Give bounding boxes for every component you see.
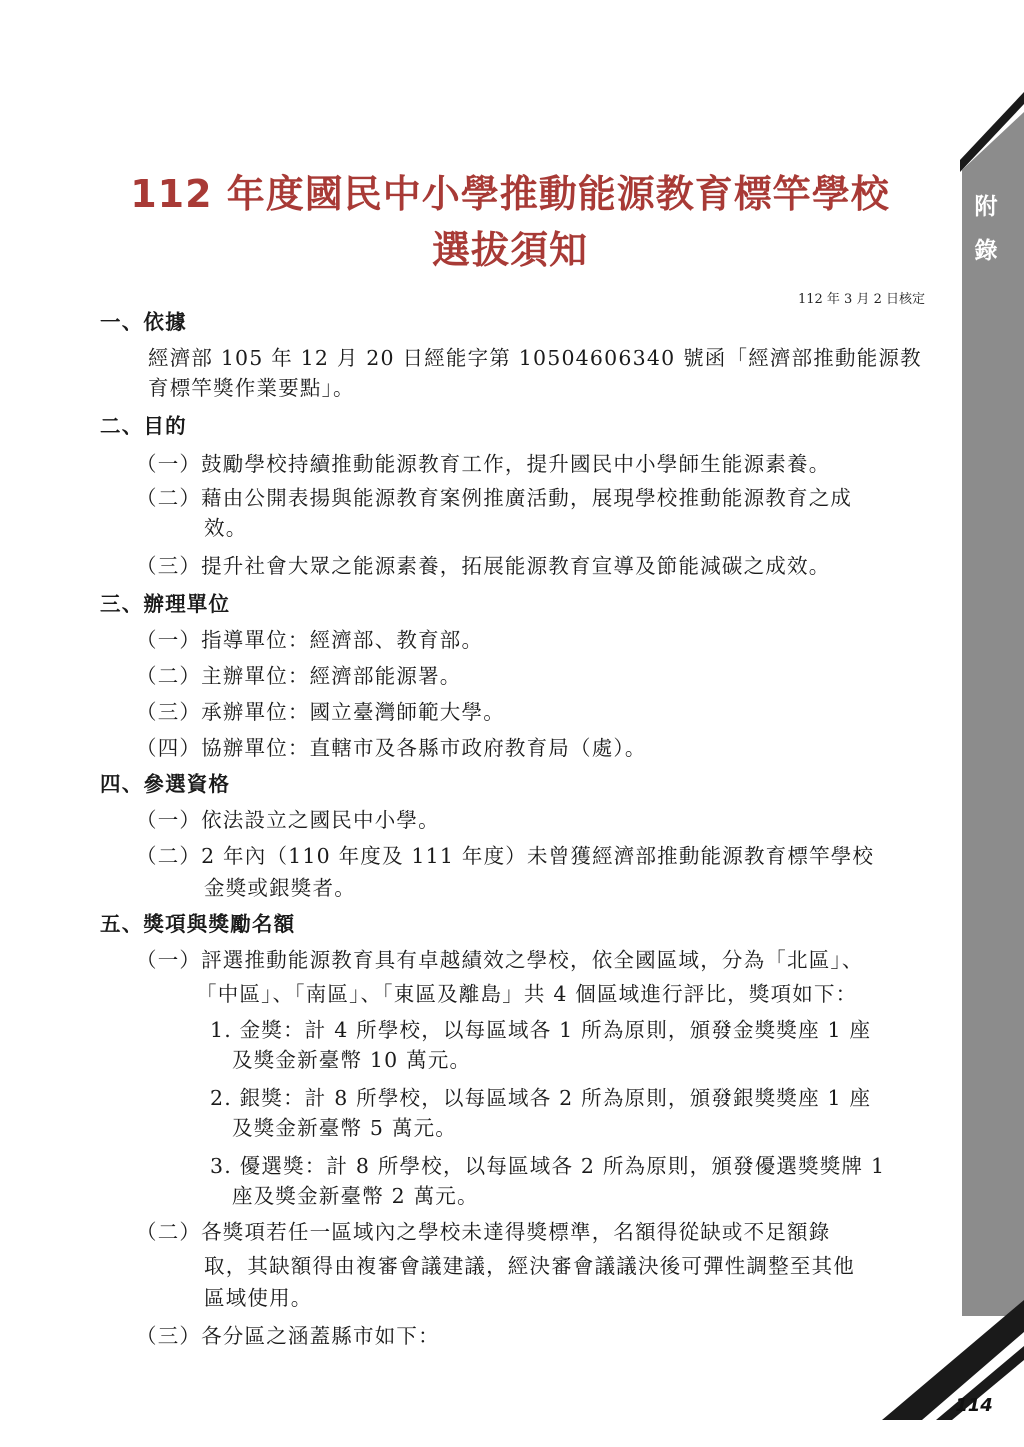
list-item: （三）承辦單位：國立臺灣師範大學。	[136, 700, 505, 724]
section-heading: 一、依據	[100, 310, 187, 334]
section-heading: 四、參選資格	[100, 772, 231, 796]
approved-date: 112 年 3 月 2 日核定	[797, 292, 925, 307]
award-item-continuation: 及獎金新臺幣 5 萬元。	[232, 1116, 457, 1140]
list-item-continuation: 「中區」、「南區」、「東區及離島」共 4 個區域進行評比，獎項如下：	[196, 982, 858, 1006]
list-item-continuation: 金獎或銀獎者。	[204, 876, 356, 900]
award-item: 3. 優選獎：計 8 所學校，以每區域各 2 所為原則，頒發優選獎獎牌 1	[210, 1154, 886, 1178]
paragraph-line: 育標竿獎作業要點」。	[148, 376, 355, 400]
list-item: （二）藉由公開表揚與能源教育案例推廣活動，展現學校推動能源教育之成	[136, 486, 853, 510]
award-item-continuation: 及獎金新臺幣 10 萬元。	[232, 1048, 472, 1072]
award-item-continuation: 座及獎金新臺幣 2 萬元。	[232, 1184, 479, 1208]
list-item: （二）各獎項若任一區域內之學校未達得獎標準，名額得從缺或不足額錄	[136, 1220, 831, 1244]
list-item: （二）2 年內（110 年度及 111 年度）未曾獲經濟部推動能源教育標竿學校	[136, 844, 875, 868]
list-item-continuation: 取，其缺額得由複審會議建議，經決審會議議決後可彈性調整至其他	[204, 1254, 855, 1278]
list-item: （一）指導單位：經濟部、教育部。	[136, 628, 484, 652]
page-title-line-2: 選拔須知	[431, 228, 588, 272]
list-item: （一）依法設立之國民中小學。	[136, 808, 440, 832]
award-item: 1. 金獎：計 4 所學校，以每區域各 1 所為原則，頒發金獎獎座 1 座	[210, 1018, 872, 1042]
list-item-continuation: 效。	[204, 516, 248, 540]
side-tab-char-1: 附	[974, 193, 998, 220]
list-item: （三）各分區之涵蓋縣市如下：	[136, 1324, 440, 1348]
section-heading: 二、目的	[100, 414, 187, 438]
list-item: （三）提升社會大眾之能源素養，拓展能源教育宣導及節能減碳之成效。	[136, 554, 831, 578]
list-item: （一）評選推動能源教育具有卓越績效之學校，依全國區域，分為「北區」、	[136, 948, 864, 972]
page-title-line-1: 112 年度國民中小學推動能源教育標竿學校	[130, 172, 890, 216]
side-tab-band	[962, 112, 1024, 1316]
side-tab-char-2: 錄	[974, 237, 998, 264]
page-number: 114	[955, 1395, 993, 1416]
list-item-continuation: 區域使用。	[204, 1286, 313, 1310]
paragraph-line: 經濟部 105 年 12 月 20 日經能字第 10504606340 號函「經濟部推動能源教	[148, 346, 922, 370]
award-item: 2. 銀獎：計 8 所學校，以每區域各 2 所為原則，頒發銀獎獎座 1 座	[210, 1086, 872, 1110]
section-heading: 三、辦理單位	[100, 592, 231, 616]
section-heading: 五、獎項與獎勵名額	[100, 912, 296, 936]
list-item: （二）主辦單位：經濟部能源署。	[136, 664, 462, 688]
bottom-stripe-large	[882, 1300, 1024, 1420]
list-item: （一）鼓勵學校持續推動能源教育工作，提升國民中小學師生能源素養。	[136, 452, 831, 476]
list-item: （四）協辦單位：直轄市及各縣市政府教育局（處）。	[136, 736, 647, 760]
